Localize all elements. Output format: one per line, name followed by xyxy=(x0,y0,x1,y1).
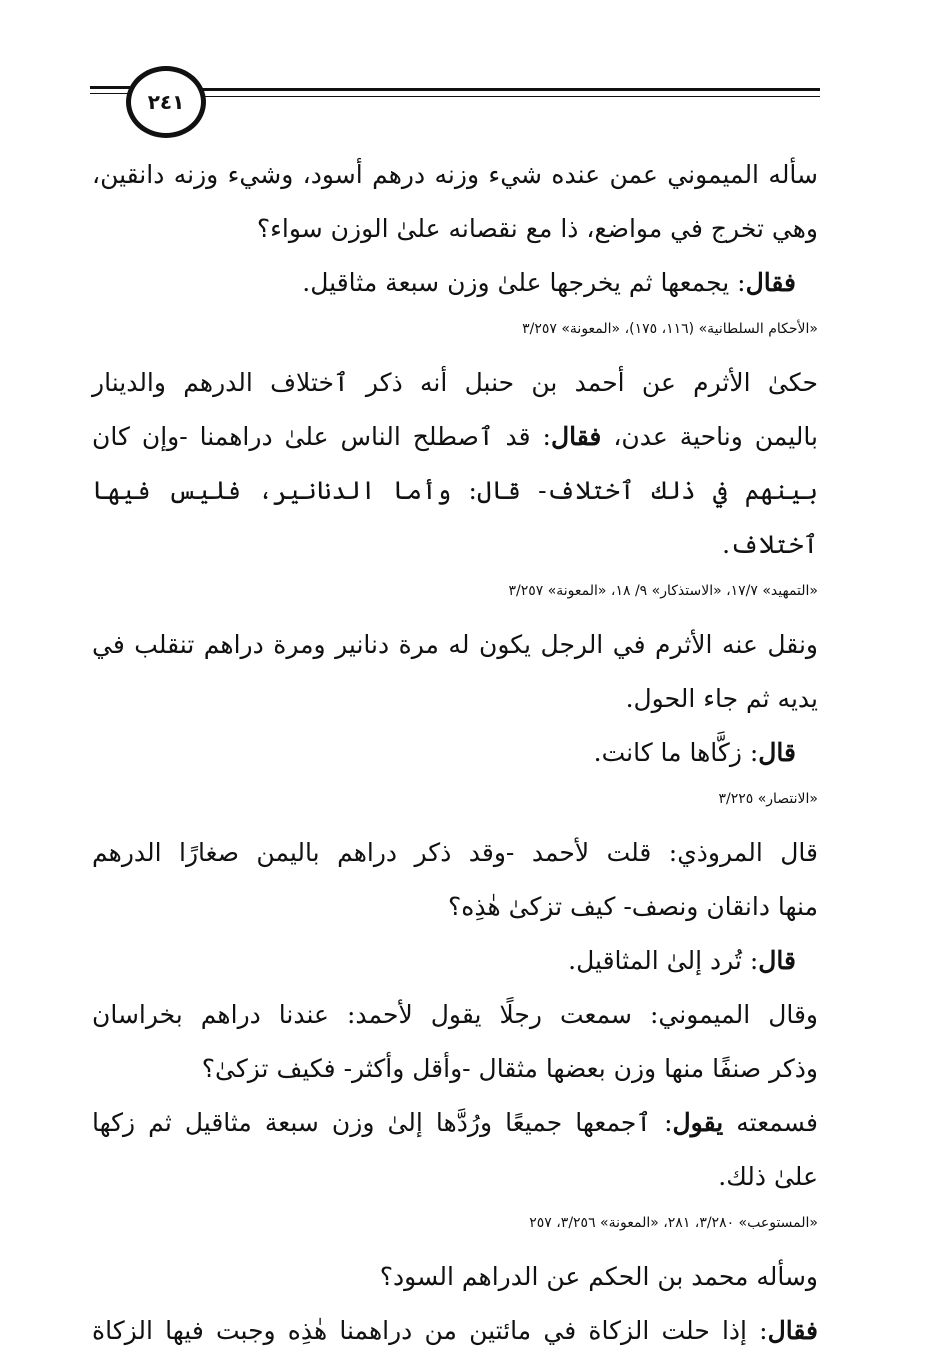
page-number-frame xyxy=(126,66,206,138)
answer-body: : إذا حلت الزكاة في مائتين من دراهمنا هٰذِه وجبت فيها الزكاة xyxy=(92,1316,768,1345)
text-line: وقال الميموني: سمعت رجلًا يقول لأحمد: عندنا دراهم بخراسان xyxy=(92,1000,818,1029)
question-paragraph xyxy=(92,1250,818,1358)
text-line: سأله الميموني عمن عنده شيء وزنه درهم أسود، وشيء وزنه دانقين، xyxy=(92,160,818,189)
text-fragment: باليمن وناحية عدن، xyxy=(601,422,818,451)
question-paragraph xyxy=(92,618,818,814)
text-line: وسأله محمد بن الحكم عن الدراهم السود؟ xyxy=(379,1262,818,1291)
question-text xyxy=(92,988,818,1096)
page-header xyxy=(90,62,820,132)
text-line: علىٰ ذلك. xyxy=(718,1162,818,1191)
answer-keyword: يقول xyxy=(672,1108,724,1137)
text-line: قال المروذي: قلت لأحمد -وقد ذكر دراهم باليمن صغارًا الدرهم xyxy=(92,838,818,867)
answer-text xyxy=(92,934,818,988)
answer-keyword: فقال xyxy=(767,1316,818,1345)
text-fragment: : قد ٱصطلح الناس علىٰ دراهمنا -وإن كان xyxy=(92,422,551,451)
text-line: بينهم في ذلك ٱختلاف- قال: وأما الدنانير، فليس فيها ٱختلاف. xyxy=(92,476,818,559)
header-rule-left xyxy=(90,86,130,89)
text-fragment: فسمعته xyxy=(723,1108,818,1137)
source-reference: «المستوعب» ٣/٢٨٠، ٢٨١، «المعونة» ٣/٢٥٦، ٢٥٧ xyxy=(529,1215,818,1231)
question-paragraph xyxy=(92,148,818,344)
question-text xyxy=(92,148,818,256)
header-rule-right-thin xyxy=(202,96,820,97)
answer-keyword: فقال xyxy=(550,422,602,451)
header-rule-right xyxy=(202,88,820,91)
answer-keyword: قال xyxy=(758,738,796,767)
answer-keyword: قال xyxy=(758,946,796,975)
header-rule-left-thin xyxy=(90,93,130,94)
answer-body: : يجمعها ثم يخرجها علىٰ وزن سبعة مثاقيل. xyxy=(302,268,746,297)
source-reference: «التمهيد» ١٧/٧، «الاستذكار» ٩/ ١٨، «المعونة» ٣/٢٥٧ xyxy=(508,583,818,599)
answer-text xyxy=(92,726,818,780)
question-text xyxy=(92,826,818,934)
text-line: ونقل عنه الأثرم في الرجل يكون له مرة دنانير ومرة دراهم تنقلب في xyxy=(92,630,818,659)
answer-text xyxy=(92,256,818,310)
question-paragraph xyxy=(92,826,818,1238)
narration-text xyxy=(92,356,818,572)
answer-text xyxy=(92,1304,818,1358)
answer-body: : ٱجمعها جميعًا ورُدَّها إلىٰ وزن سبعة مثاقيل ثم زكها xyxy=(92,1108,673,1137)
text-line xyxy=(92,1304,818,1358)
question-text xyxy=(92,1250,818,1304)
answer-keyword: فقال xyxy=(745,268,796,297)
question-text xyxy=(92,618,818,726)
source-reference: «الأحكام السلطانية» (١١٦، ١٧٥)، «المعونة» ٣/٢٥٧ xyxy=(522,321,818,337)
answer-body: : تُرد إلىٰ المثاقيل. xyxy=(568,946,759,975)
source-reference: «الانتصار» ٣/٢٢٥ xyxy=(718,791,818,807)
answer-text xyxy=(92,1096,818,1204)
answer-body: : زكَّاها ما كانت. xyxy=(593,738,759,767)
narration-paragraph xyxy=(92,356,818,606)
text-line: وذكر صنفًا منها وزن بعضها مثقال -وأقل وأكثر- فكيف تزكىٰ؟ xyxy=(201,1054,818,1083)
page-content xyxy=(92,148,818,1358)
text-line: وهي تخرج في مواضع، ذا مع نقصانه علىٰ الوزن سواء؟ xyxy=(256,214,818,243)
text-line xyxy=(92,410,818,464)
text-line: يديه ثم جاء الحول. xyxy=(625,684,818,713)
text-line xyxy=(92,1096,818,1150)
text-line: منها دانقان ونصف- كيف تزكىٰ هٰذِه؟ xyxy=(448,892,818,921)
page-number: ٢٤١ xyxy=(147,90,185,114)
text-line: حكىٰ الأثرم عن أحمد بن حنبل أنه ذكر ٱختلاف الدرهم والدينار xyxy=(92,368,818,397)
